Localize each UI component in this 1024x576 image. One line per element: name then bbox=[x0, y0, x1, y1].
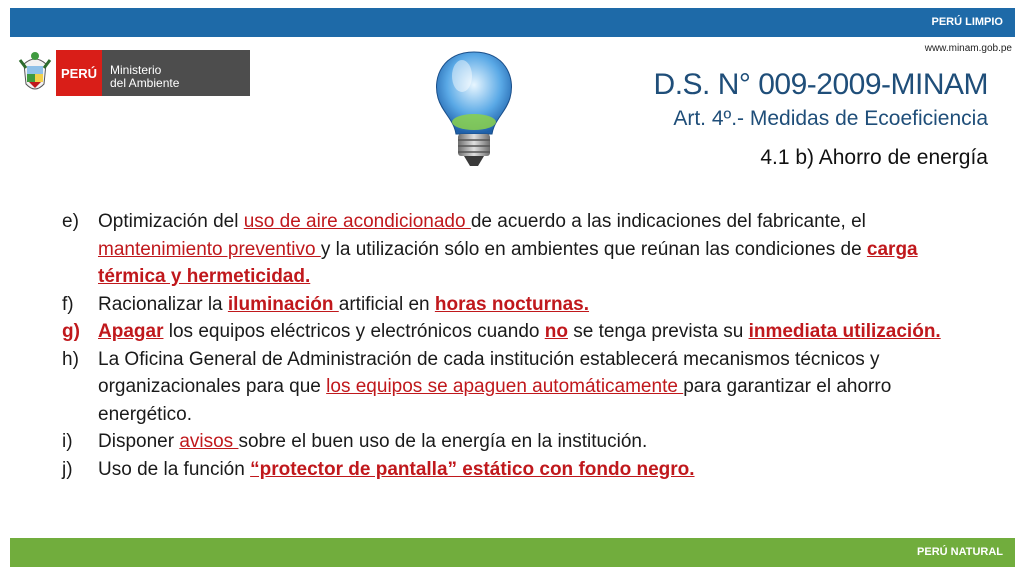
text-segment: de acuerdo a las indicaciones del fabricante, el bbox=[470, 211, 866, 232]
highlighted-text: no bbox=[544, 321, 568, 342]
list-item-text bbox=[98, 291, 982, 319]
highlighted-text: Apagar bbox=[98, 321, 164, 342]
text-segment: Optimización del bbox=[98, 211, 244, 232]
light-bulb-image bbox=[424, 48, 524, 176]
ministry-line-2: del Ambiente bbox=[110, 76, 180, 90]
text-segment: sobre el buen uso de la energía en la institución. bbox=[238, 431, 648, 452]
text-segment: La Oficina General de Administración de cada institución establecerá mecanismos técnicos y organizacionales para que bbox=[98, 348, 880, 397]
list-item-marker: e) bbox=[62, 211, 79, 232]
list-item-marker: f) bbox=[62, 293, 74, 315]
top-banner bbox=[10, 8, 1015, 37]
list-item bbox=[62, 208, 982, 291]
highlighted-text: horas nocturnas. bbox=[434, 293, 590, 315]
text-segment: Uso de la función bbox=[98, 458, 251, 480]
text-segment: artificial en bbox=[338, 293, 435, 315]
document-subtitle: Art. 4º.- Medidas de Ecoeficiencia bbox=[673, 107, 988, 130]
text-segment: Racionalizar la bbox=[98, 293, 228, 315]
list-item-text bbox=[98, 428, 982, 456]
bottom-banner bbox=[10, 538, 1015, 567]
list-item bbox=[62, 456, 982, 484]
list-item-text bbox=[98, 318, 982, 346]
text-segment: los equipos eléctricos y electrónicos cuando bbox=[163, 321, 545, 342]
list-item-marker: i) bbox=[62, 431, 73, 452]
list-item-marker: j) bbox=[62, 458, 73, 480]
text-segment: Disponer bbox=[98, 431, 180, 452]
peru-logo-box: PERÚ bbox=[56, 50, 102, 96]
top-banner-label: PERÚ LIMPIO bbox=[931, 16, 1003, 28]
site-url: www.minam.gob.pe bbox=[924, 43, 1012, 54]
highlighted-text: los equipos se apaguen automáticamente bbox=[326, 376, 684, 397]
list-item bbox=[62, 318, 982, 346]
list-item bbox=[62, 346, 982, 429]
list-item-marker: g) bbox=[62, 321, 80, 342]
list-item-marker: h) bbox=[62, 348, 79, 370]
highlighted-text: uso de aire acondicionado bbox=[243, 211, 471, 232]
highlighted-text: mantenimiento preventivo bbox=[98, 238, 321, 260]
text-segment: para garantizar el ahorro energético. bbox=[98, 376, 892, 425]
coat-of-arms-icon bbox=[18, 50, 52, 96]
highlighted-text: avisos bbox=[179, 431, 239, 452]
bottom-banner-label: PERÚ NATURAL bbox=[917, 546, 1003, 558]
list-item bbox=[62, 291, 982, 319]
list-item-text bbox=[98, 456, 982, 484]
ministry-logo bbox=[18, 50, 250, 96]
text-segment: se tenga prevista su bbox=[567, 321, 749, 342]
measures-list bbox=[62, 208, 982, 483]
text-segment: y la utilización sólo en ambientes que reúnan las condiciones de bbox=[320, 238, 867, 260]
highlighted-text: “protector de pantalla” estático con fondo negro. bbox=[250, 458, 695, 480]
highlighted-text: inmediata utilización. bbox=[748, 321, 941, 342]
list-item bbox=[62, 428, 982, 456]
document-title: D.S. N° 009-2009-MINAM bbox=[653, 68, 988, 101]
highlighted-text: carga térmica y hermeticidad. bbox=[98, 238, 918, 287]
list-item-text bbox=[98, 346, 982, 429]
list-item-text bbox=[98, 208, 982, 291]
ministry-line-1: Ministerio bbox=[110, 63, 162, 77]
section-heading: 4.1 b) Ahorro de energía bbox=[760, 146, 988, 169]
highlighted-text: iluminación bbox=[227, 293, 339, 315]
ministry-logo-box bbox=[102, 50, 250, 96]
